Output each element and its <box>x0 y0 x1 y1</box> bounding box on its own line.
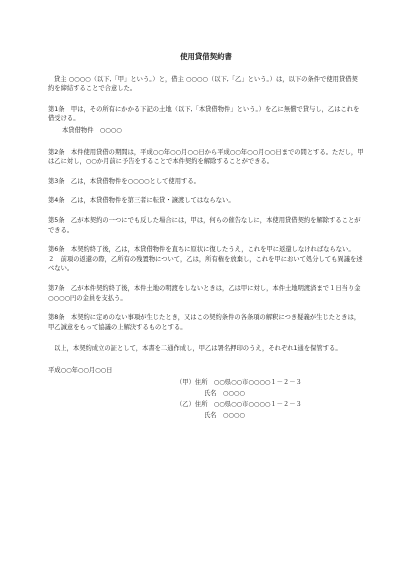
party-a-address: （甲）住所 ○○県○○市○○○○１－２－３ <box>176 379 302 387</box>
contract-date: 平成○○年○○月○○日 <box>48 366 113 374</box>
article-5: 第5条 乙が本契約の一つにでも反した場合には，甲は，何らの催告なしに，本使用貸借契約を解除することができる。 <box>48 216 361 234</box>
intro-paragraph: 貸主 ○○○○（以下,「甲」という。）と，借主 ○○○○（以下,「乙」という。）は，以下の条件で使用貸借契約を締結することで合意した。 <box>48 75 358 93</box>
article-1: 第1条 甲は，その所有にかかる下記の土地（以下,「本貸借物件」という。）を乙に無償で貸与し，乙はこれを借受ける。 <box>48 105 360 123</box>
article-7: 第7条 乙が本件契約終了後，本件土地の明渡をしないときは，乙は甲に対し，本件土地明渡済まで１日当り金○○○○円の金員を支払う。 <box>48 284 361 302</box>
property-line: 本貸借物件 ○○○○ <box>62 126 122 134</box>
article-3: 第3条 乙は，本貸借物件を○○○○として使用する。 <box>48 177 200 185</box>
article-6: 第6条 本契約終了後，乙は，本貸借物件を直ちに原状に復したうえ，これを甲に返還しなければならない。 ２ 前項の返還の際，乙所有の残置物について，乙は，所有権を放棄し，これを甲において処分しても異議を述べない。 <box>48 246 363 273</box>
document-title: 使用貸借契約書 <box>180 52 232 61</box>
article-4: 第4条 乙は，本貸借物件を第三者に転貸・譲渡してはならない。 <box>48 197 235 205</box>
party-b-name: 氏名 ○○○○ <box>204 412 245 420</box>
party-b-address: （乙）住所 ○○県○○市○○○○１－２－３ <box>176 401 302 409</box>
signature-block <box>176 377 364 421</box>
closing-paragraph: 以上，本契約成立の証として，本書を二通作成し，甲乙は署名押印のうえ，それぞれ1通を保管する。 <box>54 345 342 353</box>
article-2: 第2条 本件使用貸借の期間は，平成○○年○○月○○日から平成○○年○○月○○日までの間とする。ただし，甲は乙に対し，○○か月前に予告をすることで本件契約を解除することができる。 <box>48 148 364 166</box>
article-8: 第8条 本契約に定めのない事項が生じたとき，又はこの契約条件の各条項の解釈につき疑義が生じたときは，甲乙誠意をもって協議の上解決するものとする。 <box>48 314 361 331</box>
party-a-name: 氏名 ○○○○ <box>204 390 245 398</box>
